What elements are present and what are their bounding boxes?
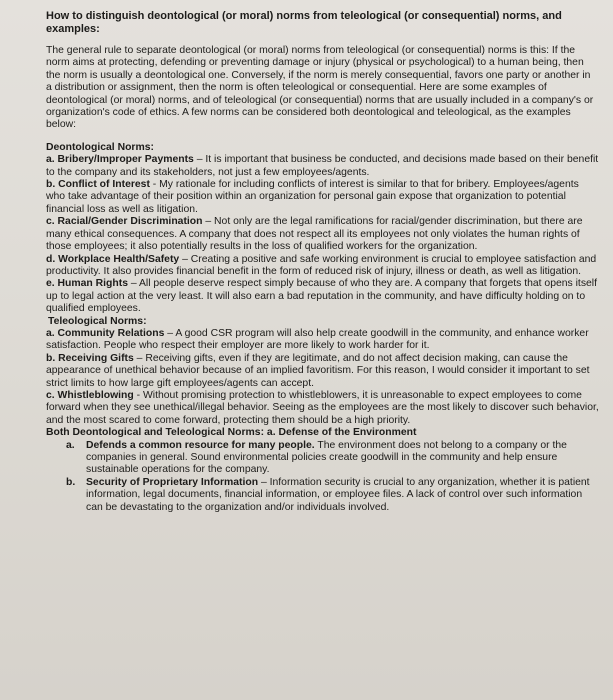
item-text: - Without promising protection to whistleblowers, it is unreasonable to expect employees to come forward when they see unethical/illegal behavior. Seeing as the employees are the most likely to discover such behavior, and the most scared to come forward, protecting them should be a high priority. xyxy=(46,389,599,426)
intro-paragraph: The general rule to separate deontological (or moral) norms from teleological (or consequential) norms is this: If the norm aims at protecting, defending or preventing damage or injury (physical or psychological) to a human being, then the norm is usually a deontological one. Conversely, if the norm is merely consequential, favors one party or another in a distribution or assignment, then the norm is often teleological or consequential. Here are some examples of deontological (or moral) norms, and of teleological (or consequential) norms that are usually included in a company's or organization's code of ethics. A few norms can be considered both deontological and teleological, as the examples below: xyxy=(46,45,594,131)
item-text: – All people deserve respect simply because of who they are. A company that forgets that opens itself up to legal action at the very least. It will also earn a bad reputation in the community, and have difficulty holding on to qualified employees. xyxy=(46,278,597,315)
both-norms-list xyxy=(46,440,599,514)
item-label: d. Workplace Health/Safety xyxy=(46,253,180,265)
item-label: Defends a common resource for many people. xyxy=(86,439,315,451)
item-label: c. Racial/Gender Discrimination xyxy=(46,216,203,228)
teleological-list xyxy=(46,328,599,427)
teleological-item xyxy=(46,390,599,427)
deontological-list xyxy=(46,154,599,315)
both-norms-heading: Both Deontological and Teleological Norms: a. Defense of the Environment xyxy=(46,427,417,439)
item-text: The environment does not belong to a company or the companies in general. Sound environmental policies create goodwill in the community and help ensure sustainable operations for the company. xyxy=(86,439,567,476)
item-label: e. Human Rights xyxy=(46,278,128,290)
item-text: – Information security is crucial to any organization, whether it is patient information, legal documents, financial information, or employee files. A lack of control over such information can be devastating to the organization and/or individuals involved. xyxy=(86,476,590,513)
item-label: a. Community Relations xyxy=(46,327,165,339)
item-label: b. Receiving Gifts xyxy=(46,352,134,364)
item-marker: a. xyxy=(66,439,75,451)
item-text: – Creating a positive and safe working environment is crucial to employee satisfaction and productivity. It also provides financial benefit in the form of reduced risk of injury, illness or death, as well as litigation. xyxy=(46,253,597,277)
teleological-item xyxy=(46,353,599,390)
item-label: b. Conflict of Interest xyxy=(46,179,150,191)
deontological-item xyxy=(46,154,599,179)
item-text: – A good CSR program will also help create goodwill in the community, and enhance worker satisfaction. People who respect their employer are more likely to work harder for it. xyxy=(46,327,589,352)
item-label: a. Bribery/Improper Payments xyxy=(46,154,194,166)
deontological-item xyxy=(46,216,599,253)
deontological-item xyxy=(46,278,599,315)
teleological-item xyxy=(46,328,599,353)
deontological-heading: Deontological Norms: xyxy=(46,141,154,153)
item-text: – Not only are the legal ramifications for racial/gender discrimination, but there are many ethical consequences. A company that does not respect all its employees not only violates the human rights of those employees; it also potentially results in the loss of qualified workers for the organization. xyxy=(46,216,583,253)
item-text: – It is important that business be conducted, and decisions made based on their benefit to the company and its stakeholders, not just a few employees/agents. xyxy=(46,154,599,178)
both-norms-item xyxy=(66,440,599,477)
item-text: – Receiving gifts, even if they are legitimate, and do not affect decision making, can cause the appearance of unethical behavior because of an implied favoritism. For this reason, I would consider it important to set strict limits to how large gift employees/agents can accept. xyxy=(46,352,590,389)
item-marker: b. xyxy=(66,476,76,488)
item-label: c. Whistleblowing xyxy=(46,389,134,401)
teleological-heading: Teleological Norms: xyxy=(48,315,147,327)
deontological-item xyxy=(46,179,599,216)
item-label: Security of Proprietary Information xyxy=(86,476,259,488)
both-norms-item xyxy=(66,477,599,514)
deontological-item xyxy=(46,254,599,279)
item-text: - My rationale for including conflicts of interest is similar to that for bribery. Employees/agents who take advantage of their position within an organization for personal gain expose that organization to potential financial loss as well as litigation. xyxy=(46,179,579,215)
document-title: How to distinguish deontological (or moral) norms from teleological (or consequential) norms, and examples: xyxy=(46,10,562,35)
